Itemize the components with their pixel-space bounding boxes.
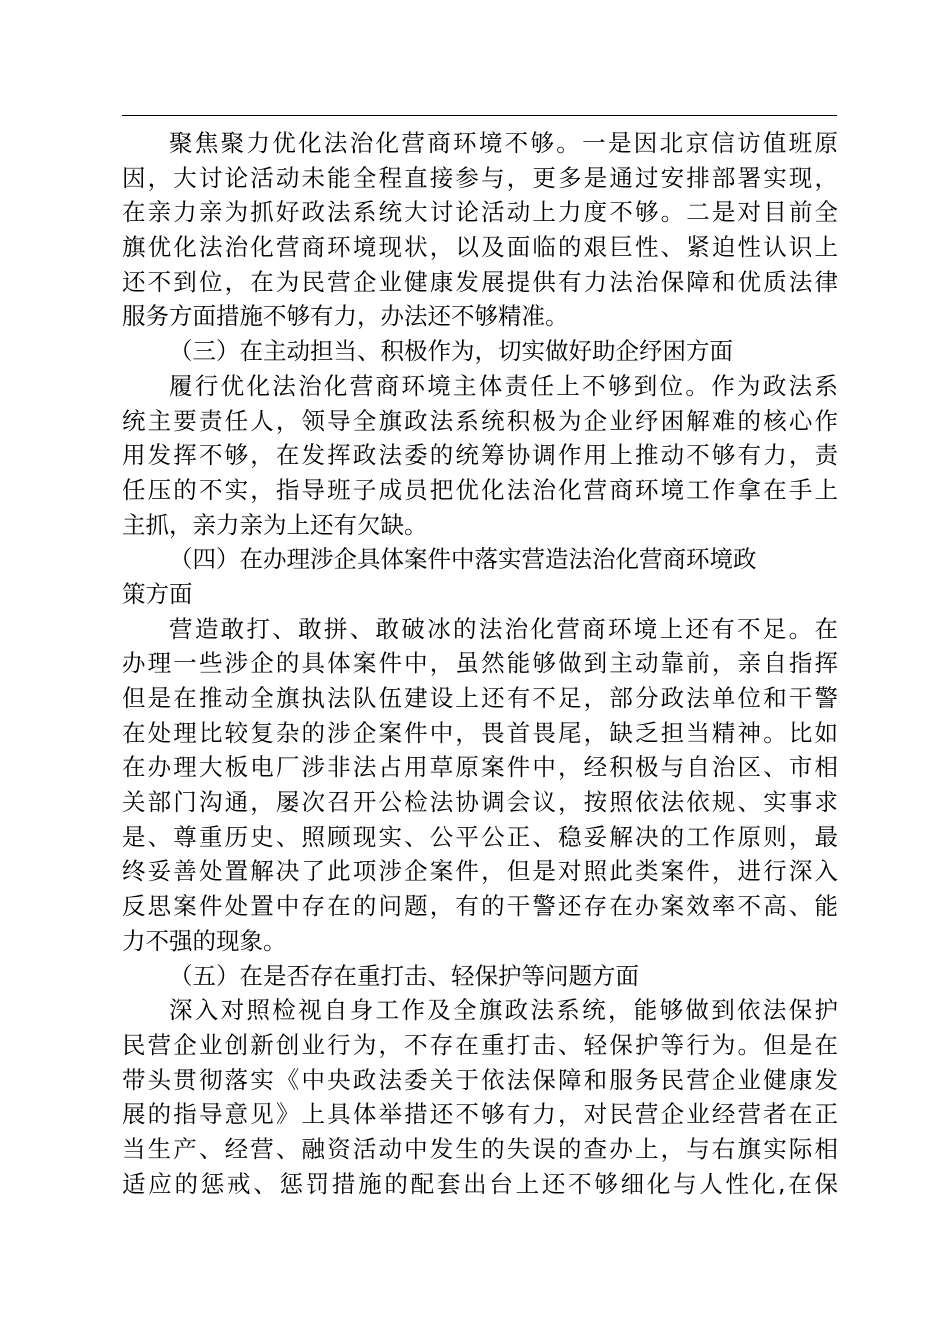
text-line: 旗优化法治化营商环境现状，以及面临的艰巨性、紧迫性认识上 [122,233,838,262]
text-line: 策方面 [122,579,193,608]
text-line: 任压的不实，指导班子成员把优化法治化营商环境工作拿在手上 [122,475,838,504]
text-line: 履行优化法治化营商环境主体责任上不够到位。作为政法系 [169,371,838,400]
text-line: 但是在推动全旗执法队伍建设上还有不足，部分政法单位和干警 [122,684,838,712]
text-line: 在处理比较复杂的涉企案件中，畏首畏尾，缺乏担当精神。比如 [122,718,838,747]
text-line: （五）在是否存在重打击、轻保护等问题方面 [169,961,639,990]
text-line: 在办理大板电厂涉非法占用草原案件中，经积极与自治区、市相 [122,753,838,782]
text-line: （三）在主动担当、积极作为，切实做好助企纾困方面 [169,337,733,366]
text-line: 关部门沟通，屡次召开公检法协调会议，按照依法依规、实事求 [122,788,838,817]
text-line: 服务方面措施不够有力，办法还不够精准。 [122,302,569,331]
text-line: （四）在办理涉企具体案件中落实营造法治化营商环境政 [169,545,757,574]
text-line: 因，大讨论活动未能全程直接参与，更多是通过安排部署实现， [122,163,838,192]
text-line: 反思案件处置中存在的问题，有的干警还存在办案效率不高、能 [122,892,838,921]
text-line: 办理一些涉企的具体案件中，虽然能够做到主动靠前，亲自指挥 [122,649,838,678]
text-line: 当生产、经营、融资活动中发生的失误的查办上，与右旗实际相 [122,1134,838,1163]
document-body [122,126,838,1201]
text-line: 终妥善处置解决了此项涉企案件，但是对照此类案件，进行深入 [122,857,838,886]
text-line: 展的指导意见》上具体举措还不够有力，对民营企业经营者在正 [122,1100,838,1129]
text-line: 主抓，亲力亲为上还有欠缺。 [122,510,428,539]
text-line: 聚焦聚力优化法治化营商环境不够。一是因北京信访值班原 [169,129,838,157]
text-line: 统主要责任人，领导全旗政法系统积极为企业纾困解难的核心作 [122,406,838,435]
text-line: 营造敢打、敢拼、敢破冰的法治化营商环境上还有不足。在 [169,614,838,643]
text-line: 深入对照检视自身工作及全旗政法系统，能够做到依法保护 [169,996,838,1025]
header-rule [122,115,837,116]
text-line: 还不到位，在为民营企业健康发展提供有力法治保障和优质法律 [122,267,838,296]
text-line: 力不强的现象。 [122,926,287,955]
text-line: 用发挥不够，在发挥政法委的统筹协调作用上推动不够有力，责 [122,441,838,470]
text-line: 是、尊重历史、照顾现实、公平公正、稳妥解决的工作原则，最 [122,822,838,851]
text-line: 在亲力亲为抓好政法系统大讨论活动上力度不够。二是对目前全 [122,198,838,227]
text-line: 带头贯彻落实《中央政法委关于依法保障和服务民营企业健康发 [122,1065,838,1094]
text-line: 民营企业创新创业行为，不存在重打击、轻保护等行为。但是在 [122,1030,838,1059]
text-line: 适应的惩戒、惩罚措施的配套出台上还不够细化与人性化,在保 [122,1169,838,1198]
